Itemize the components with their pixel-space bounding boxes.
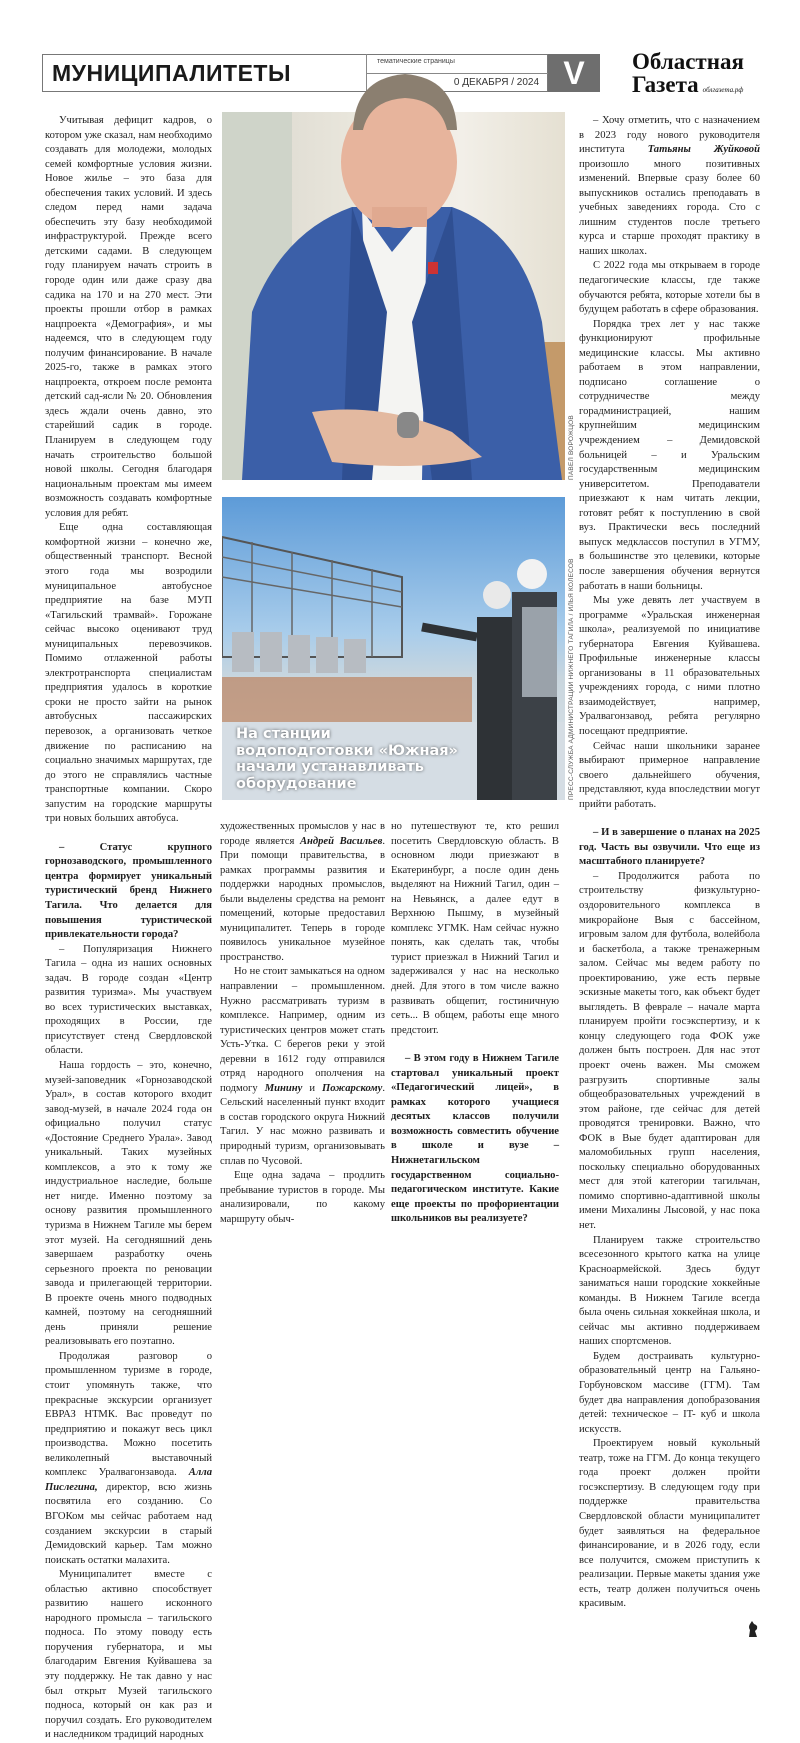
person-name: Андрей Васильев [299, 835, 383, 847]
article-paragraph [45, 1059, 212, 1350]
text-run: Сейчас наши школьники заранее выбирают примерное направление своего дальнейшего обучения, представляют, куда впоследствии могут прийти работать. [579, 740, 760, 810]
article-paragraph [220, 820, 385, 965]
interview-question [391, 1052, 559, 1227]
portrait-photo [222, 112, 565, 480]
photo-caption [236, 726, 458, 792]
interview-question [579, 826, 760, 870]
person-name: Алла Пислегина, [45, 1467, 212, 1493]
text-run: и [302, 1082, 323, 1094]
text-run: художественных промыслов у нас в городе является [220, 821, 385, 847]
article-paragraph [579, 870, 760, 1234]
newspaper-logo [632, 50, 744, 102]
portrait-photo-credit: ПАВЕЛ ВОРОЖЦОВ [568, 415, 575, 480]
caption-line: начали устанавливать [236, 759, 424, 775]
theme-label: тематические страницы [377, 58, 455, 65]
article-column-4 [579, 114, 760, 1638]
text-run: . При помощи правительства, в рамках программы развития и поддержки народных промыслов, были выделены средства на ремонт помещений, которые предоставил муниципалитет. Теперь в городе появилось уникальное музейное пространство. [220, 835, 385, 963]
text-run: – В этом году в Нижнем Тагиле стартовал уникальный проект «Педагогический лицей», в рамках которого учащиеся десятых классов получили возможность совместить обучение в школе и вузе – Нижнетагильском государственном социально-педагогическом институте. Какие еще проекты по профориентации школьников вы реализуете? [391, 1053, 559, 1225]
article-paragraph [579, 318, 760, 594]
text-run: . Сельский населенный пункт входит в состав городского округа Нижний Тагил. У нас можно развивать и природный туризм, организовывать сплав по Чусовой. [220, 1082, 386, 1167]
article-paragraph [45, 521, 212, 826]
text-run: Проектируем новый кукольный театр, тоже на ГГМ. До конца текущего года проект должен пройти госэкспертизу. В следующем году при поддержке правительства Свердловской области муниципалитет будет заявляться на федеральное финансирование, и в 2026 году, если все получится, сможем приступить к реализации. Первые макеты здания уже есть, театр должен получиться очень красивым. [579, 1438, 760, 1610]
article-paragraph [579, 594, 760, 739]
person-name: Минину [264, 1082, 303, 1094]
text-run: – Продолжится работа по строительству физкультурно-оздоровительного комплекса в микрорайоне Выя с бассейном, игровым залом для футбола, волейбола и баскетбола, а также тренажерным залом. Сейчас мы ведем работу по проектированию, уже есть первые эскизные макеты того, как объект будет выглядеть. В феврале – начале марта планируем пройти госэкспертизу, и к концу следующего года ФОК уже должен быть построен. Для нас этот проект очень важен. Мы сможем разгрузить спортивные залы общеобразовательных учреждений в этом районе, где сейчас для детей проводятся тренировки. Важно, что ФОК в Вые будет адаптирован для маломобильных групп населения, поскольку специально оборудованных мест для этой категории тагильчан, помимо спортивно-адаптивной школы имени Михалины Лысовой, у нас пока нет. [579, 870, 760, 1232]
text-run: Планируем также строительство всесезонного крытого катка на улице Красноармейской. Здесь будут заниматься наши городские хоккейные команды. В Нижнем Тагиле всегда была очень сильная хоккейная школа, и сейчас мы активно поддерживаем наших спортсменов. [579, 1234, 760, 1348]
article-paragraph [579, 114, 760, 259]
article-paragraph [220, 1169, 385, 1227]
text-run: – Статус крупного горнозаводского, промышленного центра формирует уникальный туристический бренд Нижнего Тагила. Что делается для повышения туристической привлекательности города? [45, 841, 212, 941]
article-paragraph [579, 740, 760, 813]
person-name: Пожарскому [322, 1082, 383, 1094]
text-run: С 2022 года мы открываем в городе педагогические классы, где также обучаются ребята, которые хотели бы в будущем работать в сфере образования. [579, 260, 760, 316]
site-photo-credit: ПРЕСС-СЛУЖБА АДМИНИСТРАЦИИ НИЖНЕГО ТАГИЛА / ИЛЬЯ КОЛЕСОВ [568, 558, 575, 800]
text-run: Учитывая дефицит кадров, о котором уже сказал, нам необходимо создавать для молодежи, молодых семей комфортные условия жизни. Новое жилье – это база для обеспечения таких условий. И здесь следом перед нами задача обеспечить эту базу необходимой инфраструктурой. Прежде всего детскими садами. В следующем году планируем начать строить в городе один или даже сразу два садика на 170 и на 270 мест. Эти проекты прошли отбор в рамках нацпроекта «Демография», и мы надеемся, что в следующем году получим финансирование. В начале 2025-го, также в рамках этого нацпроекта, откроем после ремонта детский сад-ясли № 20. Обновления здесь ждали очень давно, это старейший садик в городе. Планируем в следующем году начать строительство большой новой школы. Сегодня благодаря национальным проектам мы имеем возможность создавать комфортные условия для ребят. [45, 115, 212, 519]
caption-line: водоподготовки «Южная» [236, 742, 458, 759]
article-paragraph [391, 820, 559, 1038]
text-run: Муниципалитет вместе с областью активно способствует развитию нашего исконного народного промысла – тагильского подноса. По этому поводу есть поручения губернатора, и мы благодарим Евгения Куйвашева за эту поддержку. Не так давно у нас был открыт Музей тагильского подноса, который он как раз и поручил создать. Его руководителем и наследником традиций народных [45, 1569, 212, 1741]
article-column-3 [391, 820, 559, 1227]
article-column-1 [45, 114, 212, 1743]
article-paragraph [579, 1234, 760, 1350]
article-paragraph [45, 943, 212, 1059]
section-rubric: МУНИЦИПАЛИТЕТЫ [52, 60, 291, 86]
interview-question [45, 841, 212, 943]
person-name: Татьяны Жуйковой [647, 144, 760, 156]
section-letter: V [548, 54, 600, 92]
text-run: – И в завершение о планах на 2025 год. Часть вы озвучили. Что еще из масштабного планируете? [579, 827, 760, 868]
city-emblem-icon [746, 1620, 760, 1638]
logo-line-2: Газета [632, 72, 699, 97]
issue-date: 0 ДЕКАБРЯ / 2024 [453, 77, 539, 88]
emblem-end-mark [579, 1620, 760, 1638]
article-paragraph [45, 1350, 212, 1568]
logo-line-1: Областная [632, 49, 744, 74]
text-run: Порядка трех лет у нас также функционируют профильные медицинские классы. Мы активно работаем в этом направлении, подписано соглашение о сотрудничестве между горадминистрацией, нашим крупнейшим медицинским учреждением – Демидовской больницей – и Уральским государственным медицинским университетом. Преподаватели приезжают к нам читать лекции, готовят ребят к поступлению в свой вуз. Практически весь последний выпуск медклассов поступил в УГМУ, в большинстве это целевики, которые после завершения обучения вернутся работать в наши больницы. [579, 318, 760, 592]
article-paragraph [45, 114, 212, 521]
text-run: Будем достраивать культурно-образовательный центр на Гальяно-Горбуновском массиве (ГГМ). Там будет два направления допобразования детей: техническое – IT- куб и школа искусств. [579, 1350, 760, 1435]
caption-line: оборудование [236, 775, 357, 792]
portrait-head-cutout [345, 70, 465, 130]
article-paragraph [579, 259, 760, 317]
text-run: Еще одна задача – продлить пребывание туристов в городе. Мы анализировали, по какому маршруту обыч- [220, 1170, 385, 1225]
text-run: но путешествуют те, кто решил посетить Свердловскую область. В основном люди приезжают в Екатеринбург, а после один день выделяют на Нижний Тагил, один – на Невьянск, а далее едут в Верхнюю Пышму, в музейный комплекс УГМК. Нам сейчас нужно понять, как сделать так, чтобы турист приезжал в Нижний Тагил и задерживался у нас на несколько дней. Для этого в том числе важно развивать общепит, гостиничную сеть... В общем, работы еще много предстоит. [391, 821, 559, 1036]
article-paragraph [220, 965, 385, 1169]
article-paragraph [579, 1350, 760, 1437]
caption-line: На станции [236, 726, 331, 742]
article-column-2 [220, 820, 385, 1227]
article-paragraph [579, 1437, 760, 1612]
text-run: – Хочу отметить, что с назначением в 2023 году нового руководителя института [579, 115, 760, 156]
text-run: – Популяризация Нижнего Тагила – одна из наших основных задач. В городе создан «Центр развития туризма». Мы участвуем во всех туристических выставках, проходящих в России, где присутствует стенд Свердловской области. [45, 943, 212, 1057]
text-run: Мы уже девять лет участвуем в программе «Уральская инженерная школа», реализуемой по инициативе губернатора Евгения Куйвашева. Профильные инженерные классы организованы в 11 образовательных учреждениях города, с ними плотно взаимодействует, например, Уралвагонзавод, ребята регулярно посещают предприятие. [579, 595, 760, 737]
article-paragraph [45, 1568, 212, 1743]
text-run: Еще одна составляющая комфортной жизни – конечно же, общественный транспорт. Весной этого года мы возродили муниципальное автобусное предприятие на базе МУП «Тагильский трамвай». Горожане сейчас высоко оценивают труд муниципальных перевозчиков. Помимо отлаженной работы электротранспорта специалистам предприятия удалось в короткие сроки не просто зайти на рынок автобусных пассажирских перевозок, а организовать четкое движение по расписанию на социально значимых маршрутах, где до этого не справлялись частные транспортные компании. Скоро запустим на городские маршруты три новых больших автобуса. [45, 522, 212, 825]
text-run: Но не стоит замыкаться на одном направлении – промышленном. Нужно рассматривать туризм в комплексе. Например, одним из туристических центров может стать Усть-Утка. С берегов реки у этой деревни в 1612 году отправился отряд народного ополчения на подмогу [220, 966, 385, 1094]
text-run: директор, всю жизнь посвятила его созданию. Со ВГОКом мы сейчас работаем над созданием экскурсии в старый Демидовский карьер. Там можно поискать остатки малахита. [45, 1481, 212, 1566]
text-run: Наша гордость – это, конечно, музей-заповедник «Горнозаводской Урал», в состав которого входит завод-музей, в начале 2024 года он официально получил статус «Достояние Среднего Урала». Завод уникальный. Таких музейных комплексов, а это к тому же индустриальное наследие, больше нет нигде. Именно поэтому за основу развития промышленного туризма в Нижнем Тагиле мы берем этот музей. На сегодняшний день завершаем разработку очень серьезного проекта по реновации завода и прилегающей территории. В проекте очень много подводных камней, поэтому на сегодняшний день приняли решение реализовывать его поэтапно. [45, 1060, 212, 1348]
text-run: произошло много позитивных изменений. Впервые сразу более 60 выпускников остались преподавать в учебных заведениях города. Сто с лишним студентов после третьего курса и старше проходят практику в наших школах. [579, 158, 760, 257]
logo-site: облгазета.рф [702, 86, 744, 94]
text-run: Продолжая разговор о промышленном туризме в городе, стоит упомянуть также, что прекрасные экскурсии организует ЕВРАЗ НТМК. Вас проведут по предприятию и покажут весь цикл производства. Можно посетить великолепный выставочный комплекс Уралвагонзавода. [45, 1350, 212, 1479]
portrait-figure [222, 112, 565, 480]
